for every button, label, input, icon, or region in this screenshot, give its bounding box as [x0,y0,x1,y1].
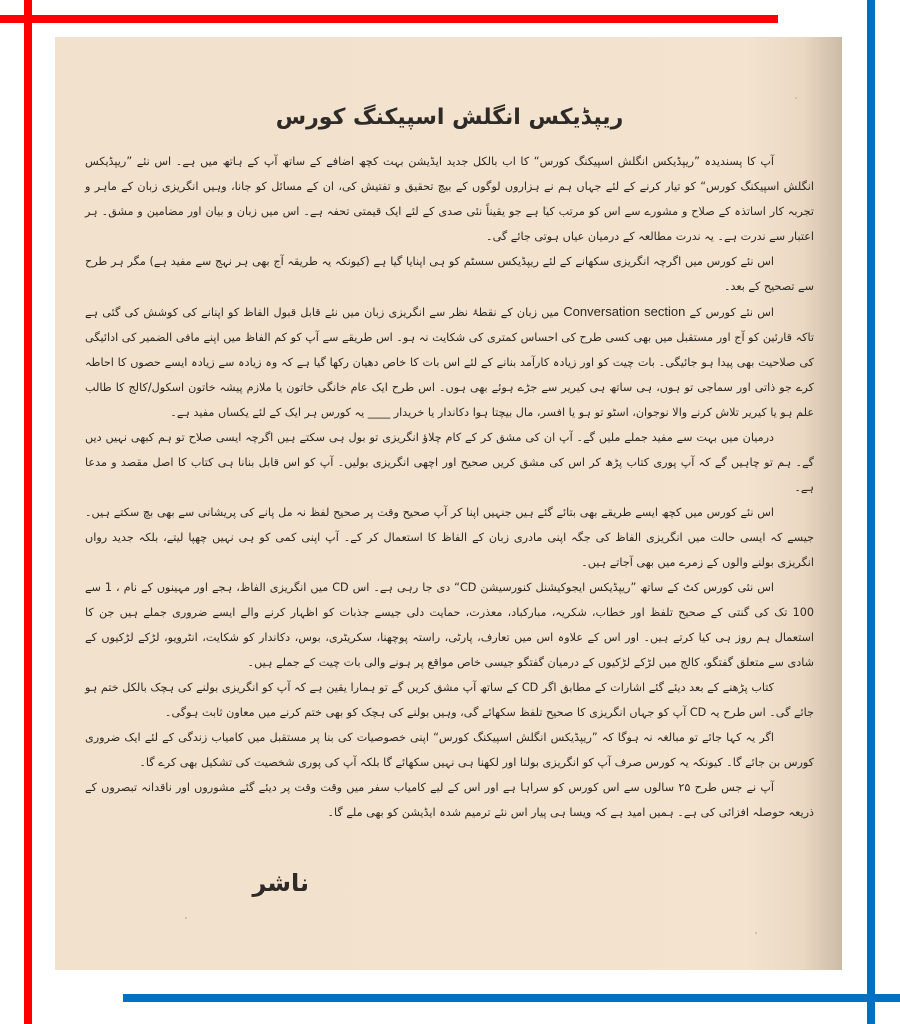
page-title: ریپڈیکس انگلش اسپیکنگ کورس [275,105,624,130]
paragraph-cd: اس نئی کورس کٹ کے ساتھ ”ریپڈیکس ایجوکیشنل کنورسیشن CD“ دی جا رہی ہے۔ اس CD میں انگریزی الفاظ، ہجے اور مہینوں کے نام ، 1 سے 100 تک کی گنتی کے صحیح تلفظ اور خطاب، شکریہ، مبارکباد، معذرت، حمایت دلی جیسے جذبات کو اظہار کرنے والے ایسے ضروری جملے ہیں جن کا استعمال ہم روز ہی کیا کرتے ہیں۔ اور اس کے علاوہ اس میں تعارف، پارٹی، راستہ پوچھنا، سکریٹری، بوس، دکاندار کو شکایت، انٹرویو، لڑکے لڑکیوں کے شادی سے متعلق گفتگو، کالج میں لڑکے لڑکیوں کے درمیان گفتگو جیسی خاص مواقع پر ہونے والی بات چیت کے جملے ہیں۔ [85,581,814,669]
body-text [85,149,814,825]
blue-frame-line-bottom [123,994,900,1002]
scanned-page [55,37,842,970]
conversation-section-term: Conversation section [563,304,686,319]
paragraph-conversation [85,299,814,425]
paragraph-cd-practice: کتاب پڑھنے کے بعد دیئے گئے اشارات کے مطابق اگر CD کے ساتھ آپ مشق کریں گے تو ہمارا یقین ہے کہ آپ کو انگریزی بولنے کی ہچک بالکل ختم ہو جائے گی۔ اس طرح یہ CD آپ کو جہاں انگریزی کا صحیح تلفظ سکھائے گی، وہیں بولنے کی ہچک کو بھی ختم کرنے میں معاون ثابت ہوگی۔ [85,681,814,719]
publisher-signature: ناشر [252,869,309,897]
paragraph-thanks: آپ نے جس طرح ۲۵ سالوں سے اس کورس کو سراہا ہے اور اس کے لیے کامیاب سفر میں وقت وقت پر دیئے گئے مشوروں اور ناقدانہ تبصروں کے ذریعہ حوصلہ افزائی کی ہے۔ ہمیں امید ہے کہ ویسا ہی پیار اس نئے ترمیم شدہ ایڈیشن کو بھی ملے گا۔ [85,781,814,819]
paragraph-conversation-lead: اس نئے کورس کے [689,306,774,319]
blue-frame-line-right [867,0,875,1024]
paragraph-importance: اگر یہ کہا جائے تو مبالغہ نہ ہوگا کہ ”ریپڈیکس انگلش اسپیکنگ کورس“ اپنی خصوصیات کی بنا پر مستقبل میں کامیاب زندگی کے لئے ایک ضروری کورس بن جائے گا۔ کیونکہ یہ کورس صرف آپ کو انگریزی بولنا اور لکھنا ہی نہیں سکھائے گا بلکہ آپ کی پوری شخصیت کی تشکیل بھی کرے گا۔ [85,731,814,769]
red-frame-line-left [24,0,32,1024]
page-content [85,37,814,970]
paragraph-methods: اس نئے کورس میں کچھ ایسے طریقے بھی بتائے گئے ہیں جنہیں اپنا کر آپ صحیح وقت پر صحیح لفظ نہ مل پانے کی پریشانی سے بھی بچ سکتے ہیں۔ جیسے کہ ایسی حالت میں انگریزی الفاظ کی جگہ اپنی مادری زبان کے الفاظ کا استعمال کر کے۔ آپ اپنی کمی کو ہی نہیں چھپا لیتے، بلکہ جدید رواں انگریزی بولنے والوں کے زمرے میں بھی آجاتے ہیں۔ [85,506,814,569]
paragraph-conversation-body: میں زبان کے نقطۂ نظر سے انگریزی زبان میں نئے قابل قبول الفاظ کو اپنانے کی کوشش کی گئی ہے تاکہ قارئین کو آج اور مستقبل میں بھی کسی طرح کی احساس کمتری کی شکایت نہ ہو۔ اس طریقے سے آپ کو کم الفاظ میں اپنے مافی الضمیر کی ادائیگی کی صلاحیت بھی پیدا ہو جائیگی۔ بات چیت کو اور زیادہ کارآمد بنانے کے لئے اس بات کا خاص دھیان رکھا گیا ہے کہ وہ زیادہ سے زیادہ ایسے حصوں کا احاطہ کرے جو ذاتی اور سماجی تو ہوں، ہی ساتھ ہی کیریر سے جڑے ہوئے بھی ہوں۔ اس طرح ایک عام خانگی خاتون یا ملازم پیشہ خاتون اسکول/کالج کا طالب علم ہو یا کیریر تلاش کرنے والا نوجوان، اسٹو تو ہو یا افسر، مال بیچتا ہوا دکاندار یا خریدار ____ یہ کورس ہر ایک کے لئے یکساں مفید ہے۔ [85,306,814,419]
red-frame-line-top [0,15,778,23]
paragraph-useful-sentences: درمیان میں بہت سے مفید جملے ملیں گے۔ آپ ان کی مشق کر کے کام چلاؤ انگریزی تو بول ہی سکتے ہیں اگرچہ ایسی صلاح تو ہم کبھی نہیں دیں گے۔ ہم تو چاہیں گے کہ آپ پوری کتاب پڑھ کر اس کی مشق کریں صحیح اور اچھی انگریزی بولیں۔ آپ کو اس قابل بنانا ہی کتاب کا اصل مقصد و مدعا ہے۔ [85,431,814,494]
paragraph-intro: آپ کا پسندیدہ ”ریپڈیکس انگلش اسپیکنگ کورس“ کا اب بالکل جدید ایڈیشن بہت کچھ اضافے کے ساتھ آپ کے ہاتھ میں ہے۔ اس نئے ”ریپڈیکس انگلش اسپیکنگ کورس“ کو تیار کرنے کے لئے جہاں ہم نے ہزاروں لوگوں کے بیچ تحقیق و تفتیش کی، ان کے مسائل کو جانا، وہیں انگریزی زبان کے ماہر و تجربہ کار اساتذہ کے صلاح و مشورے سے اس کو مرتب کیا ہے جو یقیناً نئی صدی کے لئے ایک قیمتی تحفہ ہے۔ اس میں زبان و بیان اور مضامین و مشق۔ ہر اعتبار سے ندرت ہے۔ یہ ندرت مطالعہ کے درمیان عیاں ہوتی جائے گی۔ [85,155,814,243]
paragraph-rapidex-system: اس نئے کورس میں اگرچہ انگریزی سکھانے کے لئے ریپڈیکس سسٹم کو ہی اپنایا گیا ہے (کیونکہ یہ طریقہ آج بھی ہر نہج سے مفید ہے) مگر ہر طرح سے تصحیح کے بعد۔ [85,255,814,293]
